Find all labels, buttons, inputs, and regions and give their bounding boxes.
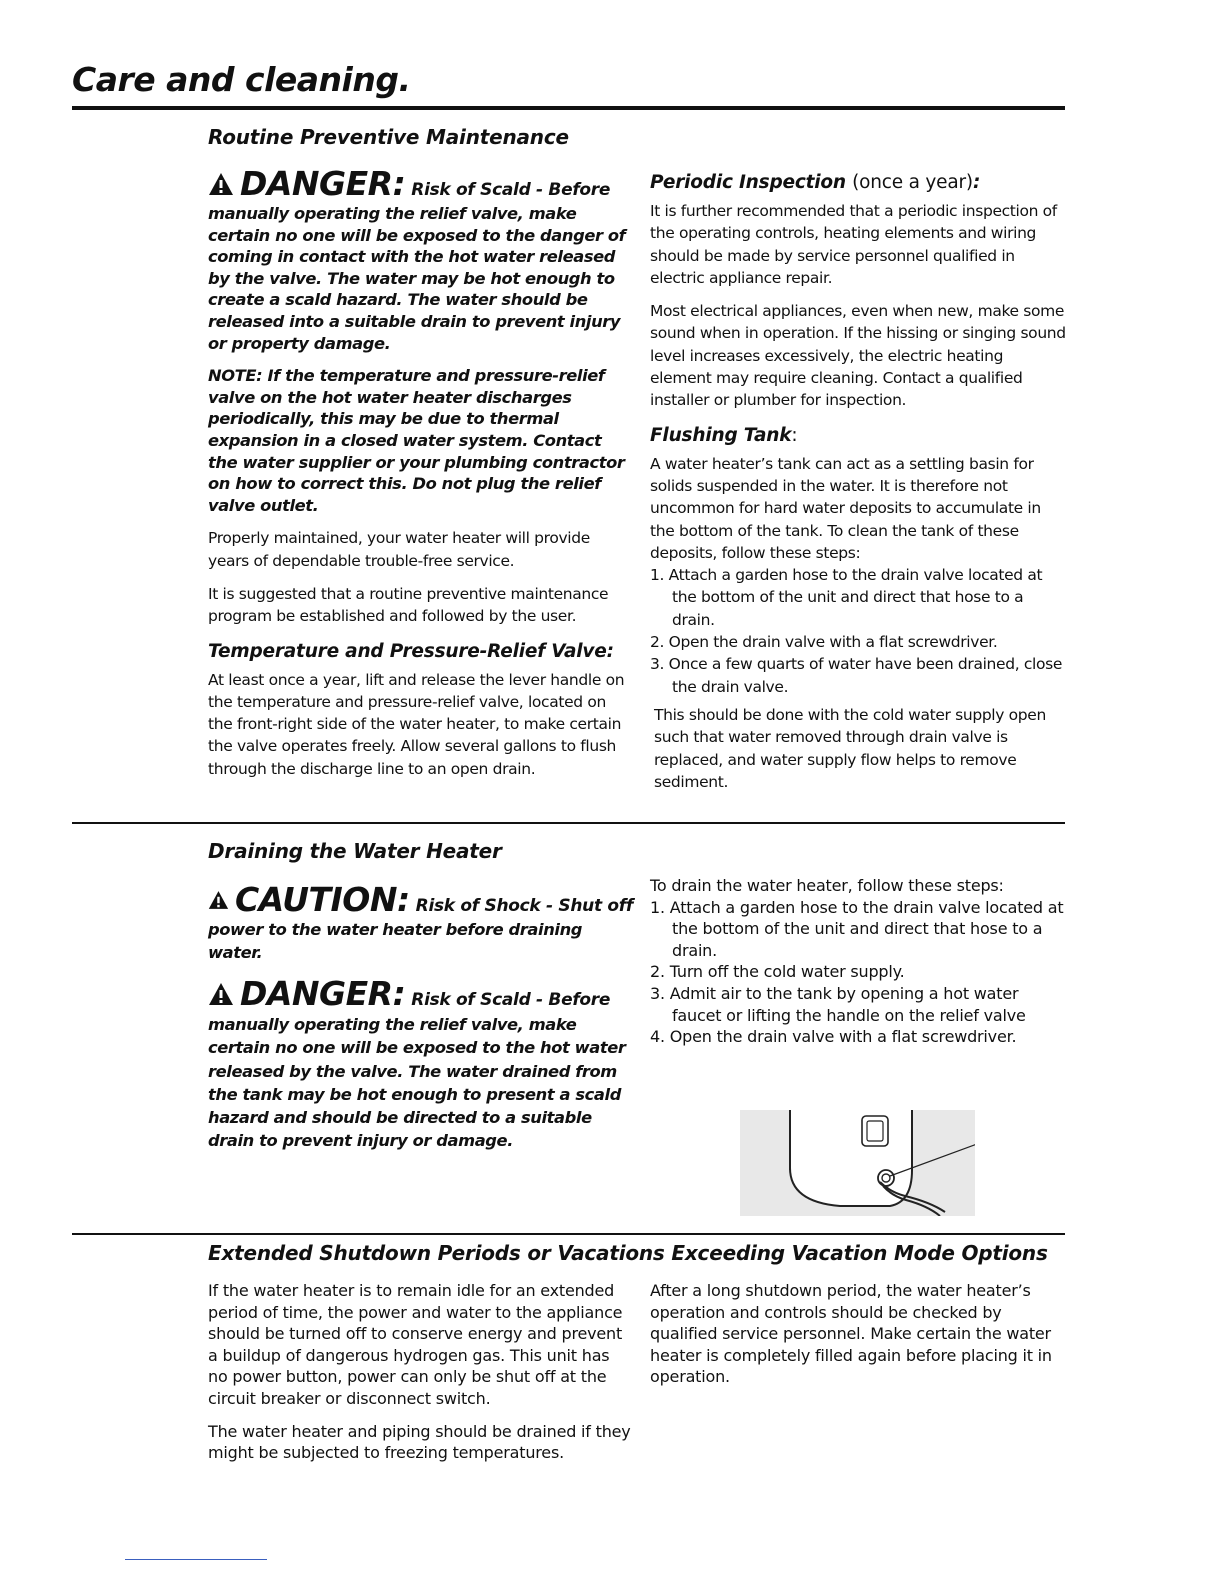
shutdown-paragraph-1: If the water heater is to remain idle for an extended period of time, the power and water to the appliance should be turned off to conserve energy and prevent a buildup of dangerous hydrogen gas. This unit has no power button, power can only be shut off at the circuit breaker or disconnect switch. (208, 1281, 623, 1408)
danger-lead: Risk of Scald - Before (411, 180, 611, 200)
shutdown-right-column (650, 1280, 1068, 1399)
caution-lead: Risk of Shock - Shut off (415, 896, 633, 916)
warning-triangle-icon (208, 172, 234, 196)
danger-text: manually operating the relief valve, make certain no one will be exposed to the danger of coming in contact with the hot water released by the valve. The water may be hot enough to create a scald hazard. The water should be released into a suitable drain to prevent injury or property damage. (208, 204, 626, 353)
danger-lead: Risk of Scald - Before (411, 990, 611, 1010)
drain-valve-illustration (740, 1110, 975, 1216)
section-divider (72, 1233, 1065, 1235)
flush-steps (650, 564, 1068, 698)
program-paragraph: It is suggested that a routine preventive maintenance program be established and followed by the user. (208, 584, 609, 626)
draining-step: 4. Open the drain valve with a flat screwdriver. (650, 1027, 1017, 1047)
draining-steps (650, 897, 1068, 1048)
routine-heading: Routine Preventive Maintenance (208, 125, 569, 149)
shutdown-paragraph-3: After a long shutdown period, the water heater’s operation and controls should be checked by qualified service personnel. Make certain the water heater is completely filled again before placing it in operation. (650, 1281, 1052, 1387)
water-heater-drain-diagram (740, 1110, 975, 1216)
periodic-paragraph-1: It is further recommended that a periodic inspection of the operating controls, heating elements and wiring should be made by service personnel qualified in electric appliance repair. (650, 202, 1057, 287)
draining-left-column (208, 882, 633, 1164)
section-divider (72, 822, 1065, 824)
draining-step: 3. Admit air to the tank by opening a hot water faucet or lifting the handle on the relief valve (650, 983, 1026, 1025)
caution-header (208, 882, 633, 918)
flush-outro: This should be done with the cold water supply open such that water removed through drain valve is replaced, and water supply flow helps to remove sediment. (654, 705, 1046, 791)
danger-label: DANGER: (240, 164, 406, 203)
shutdown-heading: Extended Shutdown Periods or Vacations Exceeding Vacation Mode Options (208, 1241, 1048, 1265)
title-divider (72, 106, 1065, 110)
flush-intro: A water heater’s tank can act as a settling basin for solids suspended in the water. It is therefore not uncommon for hard water deposits to accumulate in the bottom of the tank. To clean the tank of these deposits, follow these steps: (650, 454, 1041, 562)
flush-step: 2. Open the drain valve with a flat screwdriver. (650, 633, 998, 652)
danger-header (208, 166, 633, 202)
flush-step: 3. Once a few quarts of water have been drained, close the drain valve. (650, 655, 1063, 696)
maintenance-paragraph: Properly maintained, your water heater will provide years of dependable trouble-free service. (208, 529, 590, 570)
warning-triangle-icon (208, 888, 229, 912)
routine-left-column (208, 166, 633, 791)
flush-heading: Flushing Tank: (650, 424, 798, 446)
note-text: NOTE: If the temperature and pressure-relief valve on the hot water heater discharges periodically, this may be due to thermal expansion in a closed water system. Contact the water supplier or your plumbing contractor on how to correct this. Do not plug the relief valve outlet. (208, 366, 625, 515)
danger-header (208, 976, 633, 1012)
draining-heading: Draining the Water Heater (208, 839, 502, 863)
warning-triangle-icon (208, 982, 234, 1006)
draining-step: 2. Turn off the cold water supply. (650, 962, 905, 982)
shutdown-left-column (208, 1280, 633, 1475)
draining-intro: To drain the water heater, follow these steps: (650, 876, 1004, 895)
flush-step: 1. Attach a garden hose to the drain valve located at the bottom of the unit and direct that hose to a drain. (650, 566, 1043, 629)
periodic-paragraph-2: Most electrical appliances, even when new, make some sound when in operation. If the hissing or singing sound level increases excessively, the electric heating element may require cleaning. Contact a qualified installer or plumber for inspection. (650, 302, 1066, 410)
caution-text: power to the water heater before draining water. (208, 920, 583, 962)
draining-danger-text: manually operating the relief valve, make certain no one will be exposed to the hot water released by the valve. The water drained from the tank may be hot enough to present a scald hazard and should be directed to a suitable drain to prevent injury or damage. (208, 1015, 626, 1151)
periodic-heading: Periodic Inspection (once a year): (650, 172, 981, 193)
shutdown-paragraph-2: The water heater and piping should be drained if they might be subjected to freezing temperatures. (208, 1421, 631, 1463)
draining-right-column (650, 875, 1068, 1048)
caution-label: CAUTION: (234, 880, 410, 919)
page-title: Care and cleaning. (72, 60, 411, 99)
danger-label: DANGER: (240, 974, 406, 1013)
tpr-heading: Temperature and Pressure-Relief Valve: (208, 640, 614, 662)
draining-step: 1. Attach a garden hose to the drain valve located at the bottom of the unit and direct that hose to a drain. (650, 897, 1064, 960)
footer-link-underline (125, 1559, 267, 1560)
routine-right-column (650, 170, 1068, 804)
tpr-text: At least once a year, lift and release the lever handle on the temperature and pressure-relief valve, located on the front-right side of the water heater, to make certain the valve operates freely. Allow several gallons to flush through the discharge line to an open drain. (208, 670, 625, 778)
